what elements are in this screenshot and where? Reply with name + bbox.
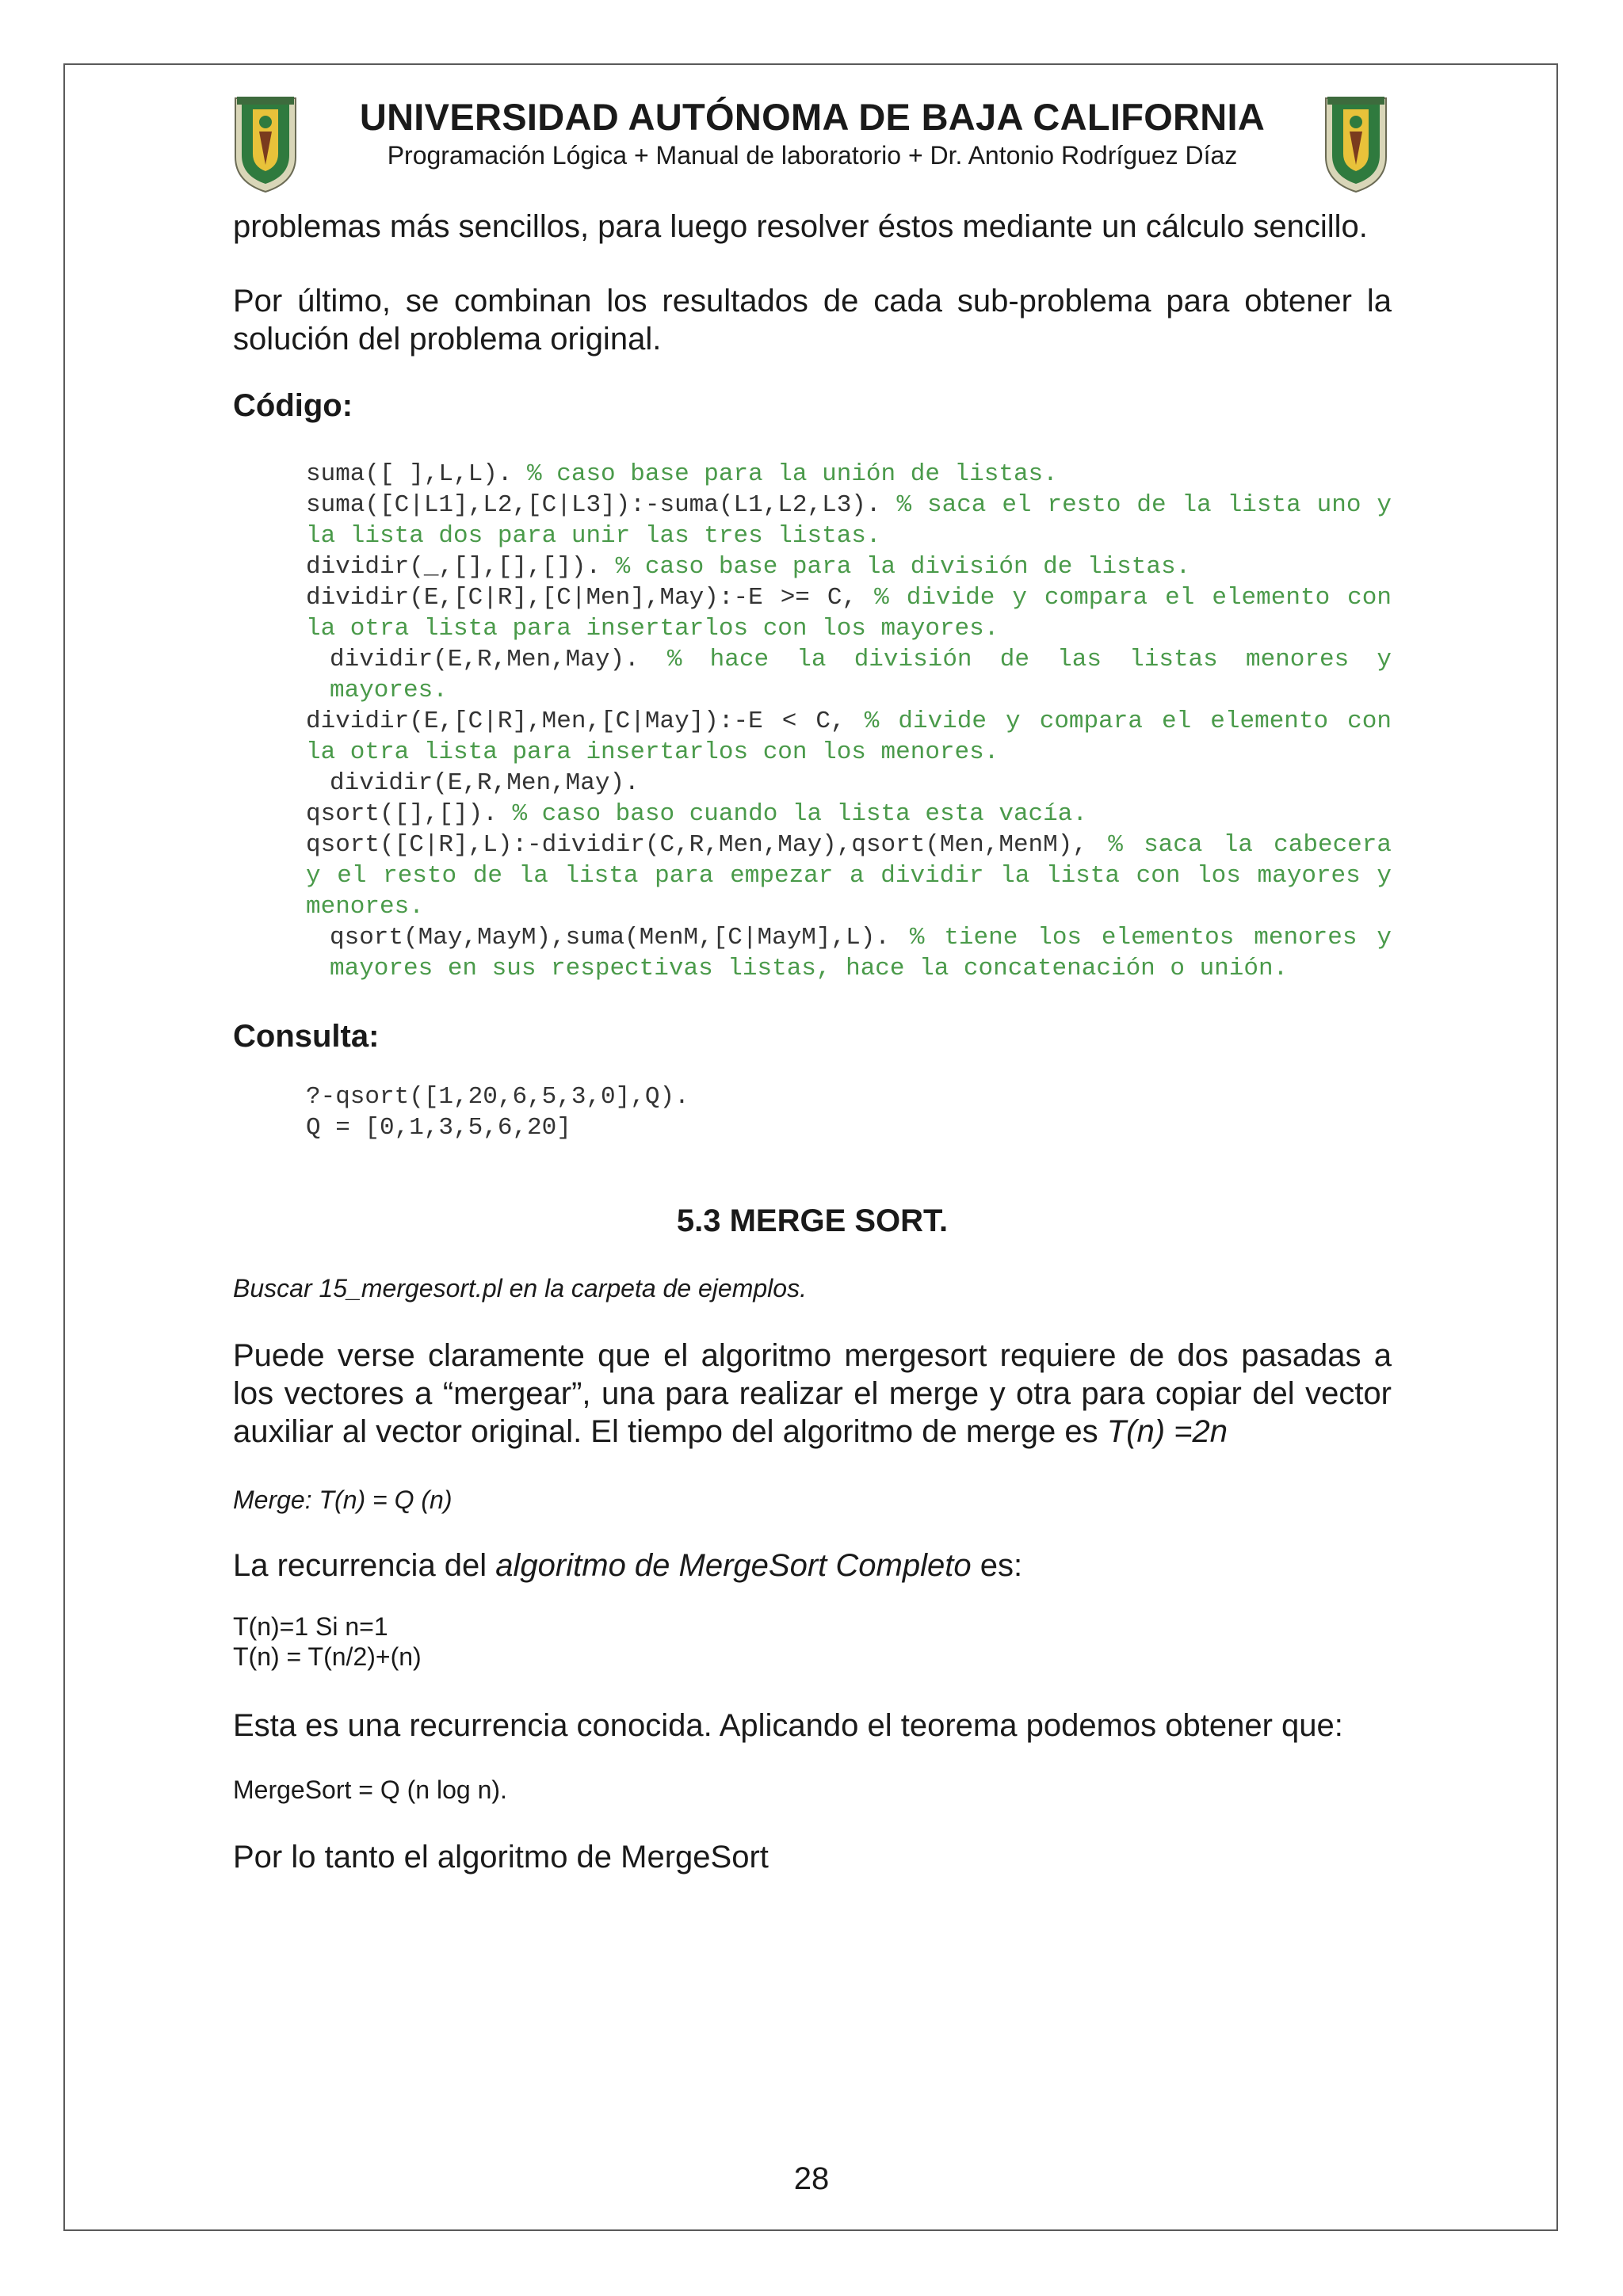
paragraph-mergesort [233,1337,1392,1451]
header-subtitle: Programación Lógica + Manual de laboratorio + Dr. Antonio Rodríguez Díaz [387,141,1238,170]
codigo-heading: Código: [233,388,353,423]
code-line [306,582,1392,644]
code-comment: % hace la división de las listas menores y mayores. [330,646,1392,704]
code-comment: % tiene los elementos menores y mayores en sus respectivas listas, hace la concatenación o unión. [330,924,1392,982]
code-comment: % saca el resto de la lista uno y la lista dos para unir las tres listas. [306,491,1392,550]
header-title: UNIVERSIDAD AUTÓNOMA DE BAJA CALIFORNIA [359,96,1266,138]
paragraph-intro: problemas más sencillos, para luego resolver éstos mediante un cálculo sencillo. [233,209,1368,244]
code-text: suma([ ],L,L). [306,460,528,488]
code-comment: % saca la cabecera y el resto de la lista para empezar a dividir la lista con los mayores y menores. [306,831,1392,921]
code-comment: % caso baso cuando la lista esta vacía. [512,800,1087,828]
code-line [306,922,1392,984]
recurrence-line-1: T(n)=1 Si n=1 [233,1612,388,1641]
code-line [306,830,1392,922]
query-line: ?-qsort([1,20,6,5,3,0],Q). [306,1083,689,1111]
merge-line: Merge: T(n) = Q (n) [233,1486,453,1514]
paragraph-recurrence-pre: La recurrencia del [233,1548,496,1583]
query-result-line: Q = [0,1,3,5,6,20] [306,1114,571,1142]
university-seal-icon [229,93,302,195]
code-line [306,551,1392,582]
example-note: Buscar 15_mergesort.pl en la carpeta de ejemplos. [233,1274,807,1302]
paragraph-mergesort-formula: T(n) =2n [1106,1414,1228,1449]
code-text: dividir(E,R,Men,May). [330,769,640,797]
paragraph-recurrence-post: es: [971,1548,1023,1583]
code-line [306,490,1392,551]
code-text: qsort([],[]). [306,800,513,828]
university-seal-icon [1319,93,1392,195]
paragraph-mergesort-text: Puede verse claramente que el algoritmo mergesort requiere de dos pasadas a los vectores a “mergear”, una para realizar el merge y otra para copiar del vector auxiliar al vector original. El tiempo del algoritmo de merge es [233,1338,1392,1449]
code-comment: % divide y compara el elemento con la otra lista para insertarlos con los menores. [306,707,1392,766]
code-line [306,459,1392,490]
page-number: 28 [793,2161,830,2196]
code-comment: % caso base para la unión de listas. [527,460,1058,488]
code-text: qsort(May,MayM),suma(MenM,[C|MayM],L). [330,924,910,952]
code-text: dividir(E,R,Men,May). [330,646,667,673]
code-comment: % divide y compara el elemento con la otra lista para insertarlos con los mayores. [306,584,1392,643]
mergesort-complexity-line: MergeSort = Q (n log n). [233,1775,507,1804]
code-line [306,644,1392,706]
paragraph-conclusion: Por lo tanto el algoritmo de MergeSort [233,1840,769,1875]
code-text: suma([C|L1],L2,[C|L3]):-suma(L1,L2,L3). [306,491,897,519]
code-text: dividir(E,[C|R],[C|Men],May):-E >= C, [306,584,875,612]
code-text: qsort([C|R],L):-dividir(C,R,Men,May),qsort(Men,MenM), [306,831,1109,859]
code-text: dividir(E,[C|R],Men,[C|May]):-E < C, [306,707,865,735]
paragraph-recurrence [233,1547,1392,1585]
code-text: dividir(_,[],[],[]). [306,553,616,581]
paragraph-theorem: Esta es una recurrencia conocida. Aplicando el teorema podemos obtener que: [233,1708,1343,1743]
code-line [306,768,1392,799]
code-line [306,799,1392,830]
code-block [233,459,1392,984]
paragraph-recurrence-italic: algoritmo de MergeSort Completo [495,1548,972,1583]
document-body [233,208,1392,1876]
query-block [233,1081,1392,1143]
recurrence-line-2: T(n) = T(n/2)+(n) [233,1642,422,1671]
paragraph-combine: Por último, se combinan los resultados de cada sub-problema para obtener la solución del problema original. [233,284,1392,357]
section-title: 5.3 MERGE SORT. [676,1203,949,1238]
consulta-heading: Consulta: [233,1019,380,1054]
code-line [306,706,1392,768]
code-comment: % caso base para la división de listas. [615,553,1191,581]
